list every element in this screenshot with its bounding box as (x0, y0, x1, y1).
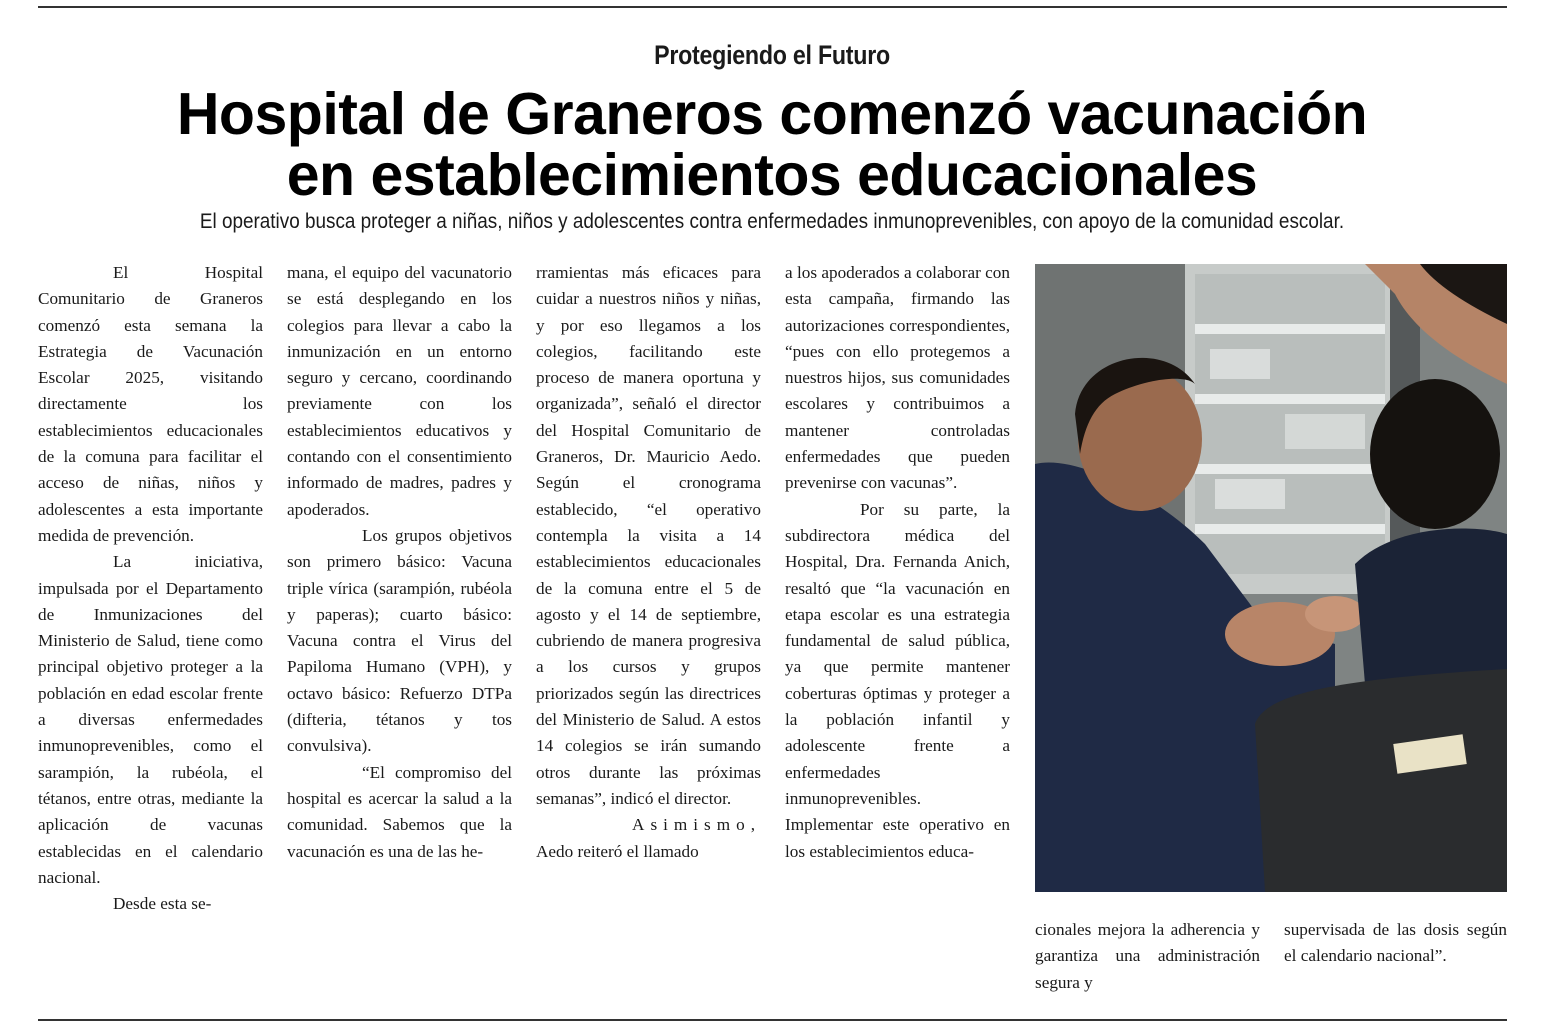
paragraph: La iniciativa, impulsada por el Departamento de Inmunizaciones del Ministerio de Salud, tiene como principal objetivo proteger a la población en edad escolar frente a diversas enfermedades inmunoprevenibles, como el sarampión, la rubéola, el tétanos, entre otras, mediante la aplicación de vacunas establecidas en el calendario nacional. (38, 552, 263, 887)
top-rule (38, 6, 1507, 8)
paragraph: Por su parte, la subdirectora médica del Hospital, Dra. Fernanda Anich, resaltó que “la vacunación en etapa escolar es una estrategia fundamental de salud pública, ya que permite mantener coberturas óptimas y proteger a la población infantil y adolescente frente a enfermedades inmunoprevenibles. Implementar este operativo en los establecimientos educa- (785, 499, 1010, 861)
paragraph: “El compromiso del hospital es acercar la salud a la comunidad. Sabemos que la vacunación es una de las he- (287, 762, 512, 861)
paragraph: mana, el equipo del vacunatorio se está desplegando en los colegios para llevar a cabo la inmunización en un entorno seguro y cercano, coordinando previamente con los establecimientos educativos y contando con el consentimiento informado de madres, padres y apoderados. (287, 263, 512, 519)
bottom-rule (38, 1019, 1507, 1021)
paragraph: El Hospital Comunitario de Graneros comenzó esta semana la Estrategia de Vacunación Escolar 2025, visitando directamente los establecimientos educacionales de la comuna para facilitar el acceso de niñas, niños y adolescentes a esta importante medida de prevención. (38, 263, 263, 545)
vaccination-photo-illustration (1035, 264, 1507, 892)
paragraph: a los apoderados a colaborar con esta campaña, firmando las autorizaciones correspondientes, “pues con ello protegemos a nuestros hijos, sus comunidades escolares y contribuimos a mantener controladas enfermedades que pueden prevenirse con vacunas”. (785, 263, 1010, 493)
headline (0, 81, 1544, 208)
headline-line-1: Hospital de Graneros comenzó vacunación (176, 81, 1368, 147)
paragraph: cionales mejora la adherencia y garantiza una administración segura y (1035, 920, 1260, 992)
deck: El operativo busca proteger a niñas, niños y adolescentes contra enfermedades inmunoprevenibles, con apoyo de la comunidad escolar. (199, 210, 1345, 233)
paragraph: supervisada de las dosis según el calendario nacional”. (1284, 920, 1507, 966)
article-photo (1035, 264, 1507, 892)
kicker: Protegiendo el Futuro (654, 40, 890, 70)
paragraph: Los grupos objetivos son primero básico: Vacuna triple vírica (sarampión, rubéola y paperas); cuarto básico: Vacuna contra el Virus del Papiloma Humano (VPH), y octavo básico: Refuerzo DTPa (difteria, tétanos y tos convulsiva). (287, 525, 512, 756)
article-column-2 (287, 260, 512, 1000)
article-column-6 (1284, 917, 1507, 1007)
headline-line-2: en establecimientos educacionales (286, 142, 1258, 208)
article-column-5 (1035, 917, 1260, 1007)
paragraph (536, 812, 761, 838)
article-column-4 (785, 260, 1010, 1000)
paragraph: Aedo reiteró el llamado (536, 841, 699, 861)
article-column-3 (536, 260, 761, 1000)
paragraph: Desde esta se- (113, 894, 212, 914)
paragraph: rramientas más eficaces para cuidar a nuestros niños y niñas, y por eso llegamos a los colegios, facilitando este proceso de manera oportuna y organizada”, señaló el director del Hospital Comunitario de Graneros, Dr. Mauricio Aedo. Según el cronograma establecido, “el operativo contempla la visita a 14 establecimientos educacionales de la comuna entre el 5 de agosto y el 14 de septiembre, cubriendo de manera progresiva a los cursos y grupos priorizados según las directrices del Ministerio de Salud. A estos 14 colegios se irán sumando otros durante las próximas semanas”, indicó el director. (536, 263, 761, 808)
spaced-word: Asimismo, (632, 815, 761, 835)
article-column-1 (38, 260, 263, 1000)
